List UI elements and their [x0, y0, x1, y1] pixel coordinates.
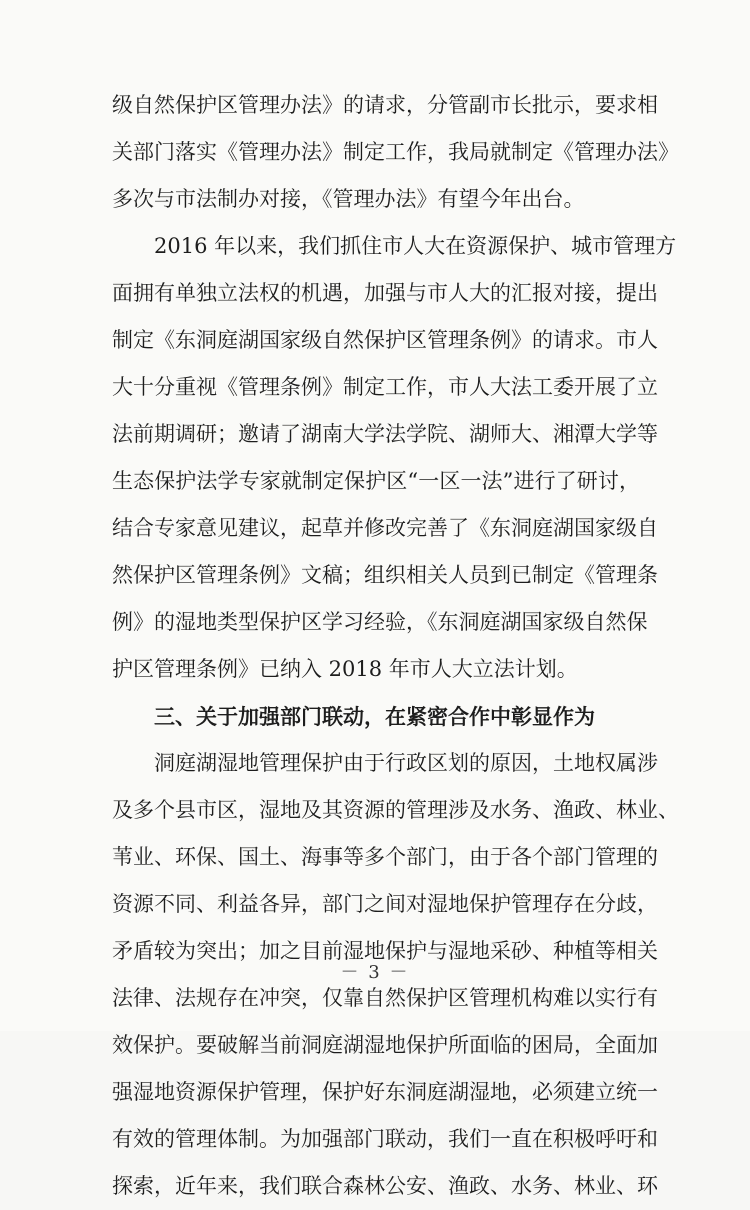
- text-line: 法律、法规存在冲突，仅靠自然保护区管理机构难以实行有: [112, 986, 658, 1010]
- text-line: 资源不同、利益各异，部门之间对湿地保护管理存在分歧，: [112, 892, 658, 916]
- text-line: 法前期调研；邀请了湖南大学法学院、湖师大、湘潭大学等: [112, 422, 658, 446]
- text-line: 生态保护法学专家就制定保护区“一区一法”进行了研讨，: [112, 469, 640, 493]
- text-line: 效保护。要破解当前洞庭湖湿地保护所面临的困局，全面加: [112, 1033, 658, 1057]
- text-line: 矛盾较为突出；加之目前湿地保护与湿地采砂、种植等相关: [112, 939, 658, 963]
- text-line: 关部门落实《管理办法》制定工作，我局就制定《管理办法》: [112, 140, 679, 164]
- text-line: 探索，近年来，我们联合森林公安、渔政、水务、林业、环: [112, 1174, 658, 1198]
- text-line: 级自然保护区管理办法》的请求，分管副市长批示，要求相: [112, 93, 658, 117]
- text-line: 例》的湿地类型保护区学习经验，《东洞庭湖国家级自然保: [112, 610, 648, 634]
- text-line: 有效的管理体制。为加强部门联动，我们一直在积极呼吁和: [112, 1127, 658, 1151]
- document-body: [112, 82, 679, 1210]
- text-line: 苇业、环保、国土、海事等多个部门，由于各个部门管理的: [112, 845, 658, 869]
- text-line: 面拥有单独立法权的机遇，加强与市人大的汇报对接，提出: [112, 281, 658, 305]
- text-line: 制定《东洞庭湖国家级自然保护区管理条例》的请求。市人: [112, 328, 658, 352]
- section-heading: 三、关于加强部门联动，在紧密合作中彰显作为: [154, 704, 595, 729]
- text-line: 及多个县市区，湿地及其资源的管理涉及水务、渔政、林业、: [112, 798, 679, 822]
- text-line: 护区管理条例》已纳入 2018 年市人大立法计划。: [112, 657, 578, 681]
- text-line: 强湿地资源保护管理，保护好东洞庭湖湿地，必须建立统一: [112, 1080, 658, 1104]
- text-line: 然保护区管理条例》文稿；组织相关人员到已制定《管理条: [112, 563, 658, 587]
- text-line: 大十分重视《管理条例》制定工作，市人大法工委开展了立: [112, 375, 658, 399]
- page-number: － 3 －: [340, 962, 410, 983]
- text-line: 洞庭湖湿地管理保护由于行政区划的原因，土地权属涉: [154, 751, 658, 775]
- text-line: 2016 年以来，我们抓住市人大在资源保护、城市管理方: [154, 234, 677, 258]
- text-line: 多次与市法制办对接，《管理办法》有望今年出台。: [112, 187, 585, 211]
- text-line: 结合专家意见建议，起草并修改完善了《东洞庭湖国家级自: [112, 516, 658, 540]
